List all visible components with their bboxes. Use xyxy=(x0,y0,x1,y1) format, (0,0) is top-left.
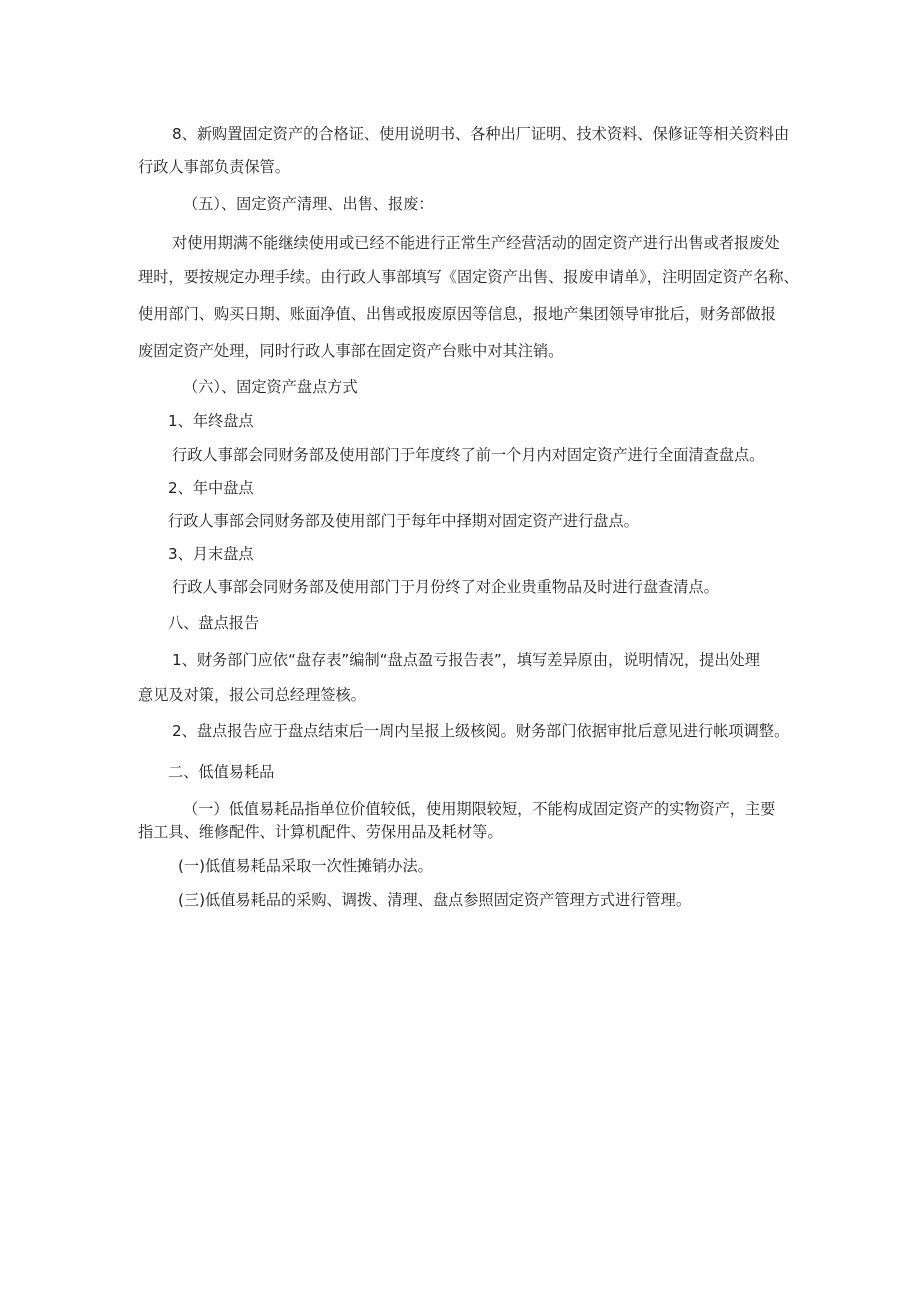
section-heading: （六）、固定资产盘点方式 xyxy=(183,378,358,396)
paragraph-line: 行政人事部负责保管。 xyxy=(138,158,290,176)
paragraph-line: 对使用期满不能继续使用或已经不能进行正常生产经营活动的固定资产进行出售或者报废处 xyxy=(172,234,780,252)
paragraph-line: (一)低值易耗品采取一次性摊销办法。 xyxy=(178,857,433,875)
paragraph-line: (三)低值易耗品的采购、调拨、清理、盘点参照固定资产管理方式进行管理。 xyxy=(178,891,692,909)
paragraph-line: 使用部门、购买日期、账面净值、出售或报废原因等信息，报地产集团领导审批后，财务部做报 xyxy=(138,305,776,323)
paragraph-line: 行政人事部会同财务部及使用部门于每年中择期对固定资产进行盘点。 xyxy=(168,512,639,530)
paragraph-line: 1、财务部门应依“盘存表”编制“盘点盈亏报告表”，填写差异原由，说明情况，提出处理 xyxy=(172,651,760,669)
paragraph-line: 2、盘点报告应于盘点结束后一周内呈报上级核阅。财务部门依据审批后意见进行帐项调整。 xyxy=(172,722,790,740)
paragraph-line: 行政人事部会同财务部及使用部门于年度终了前一个月内对固定资产进行全面清查盘点。 xyxy=(172,446,765,464)
paragraph-line: （一）低值易耗品指单位价值较低，使用期限较短，不能构成固定资产的实物资产，主要 xyxy=(183,800,776,818)
paragraph-line: 废固定资产处理，同时行政人事部在固定资产台账中对其注销。 xyxy=(138,342,564,360)
section-heading: 二、低值易耗品 xyxy=(168,763,275,781)
section-heading: 八、盘点报告 xyxy=(168,614,260,632)
section-heading: （五）、固定资产清理、出售、报废： xyxy=(183,195,434,213)
paragraph-line: 8、新购置固定资产的合格证、使用说明书、各种出厂证明、技术资料、保修证等相关资料由 xyxy=(172,125,790,143)
subsection-heading: 2、年中盘点 xyxy=(168,479,254,497)
paragraph-line: 指工具、维修配件、计算机配件、劳保用品及耗材等。 xyxy=(138,823,503,841)
paragraph-line: 意见及对策，报公司总经理签核。 xyxy=(138,686,366,704)
paragraph-line: 行政人事部会同财务部及使用部门于月份终了对企业贵重物品及时进行盘查清点。 xyxy=(172,578,719,596)
subsection-heading: 3、月末盘点 xyxy=(168,545,254,563)
paragraph-line: 理时，要按规定办理手续。由行政人事部填写《固定资产出售、报废申请单》，注明固定资产名称、 xyxy=(138,268,799,286)
subsection-heading: 1、年终盘点 xyxy=(168,412,254,430)
